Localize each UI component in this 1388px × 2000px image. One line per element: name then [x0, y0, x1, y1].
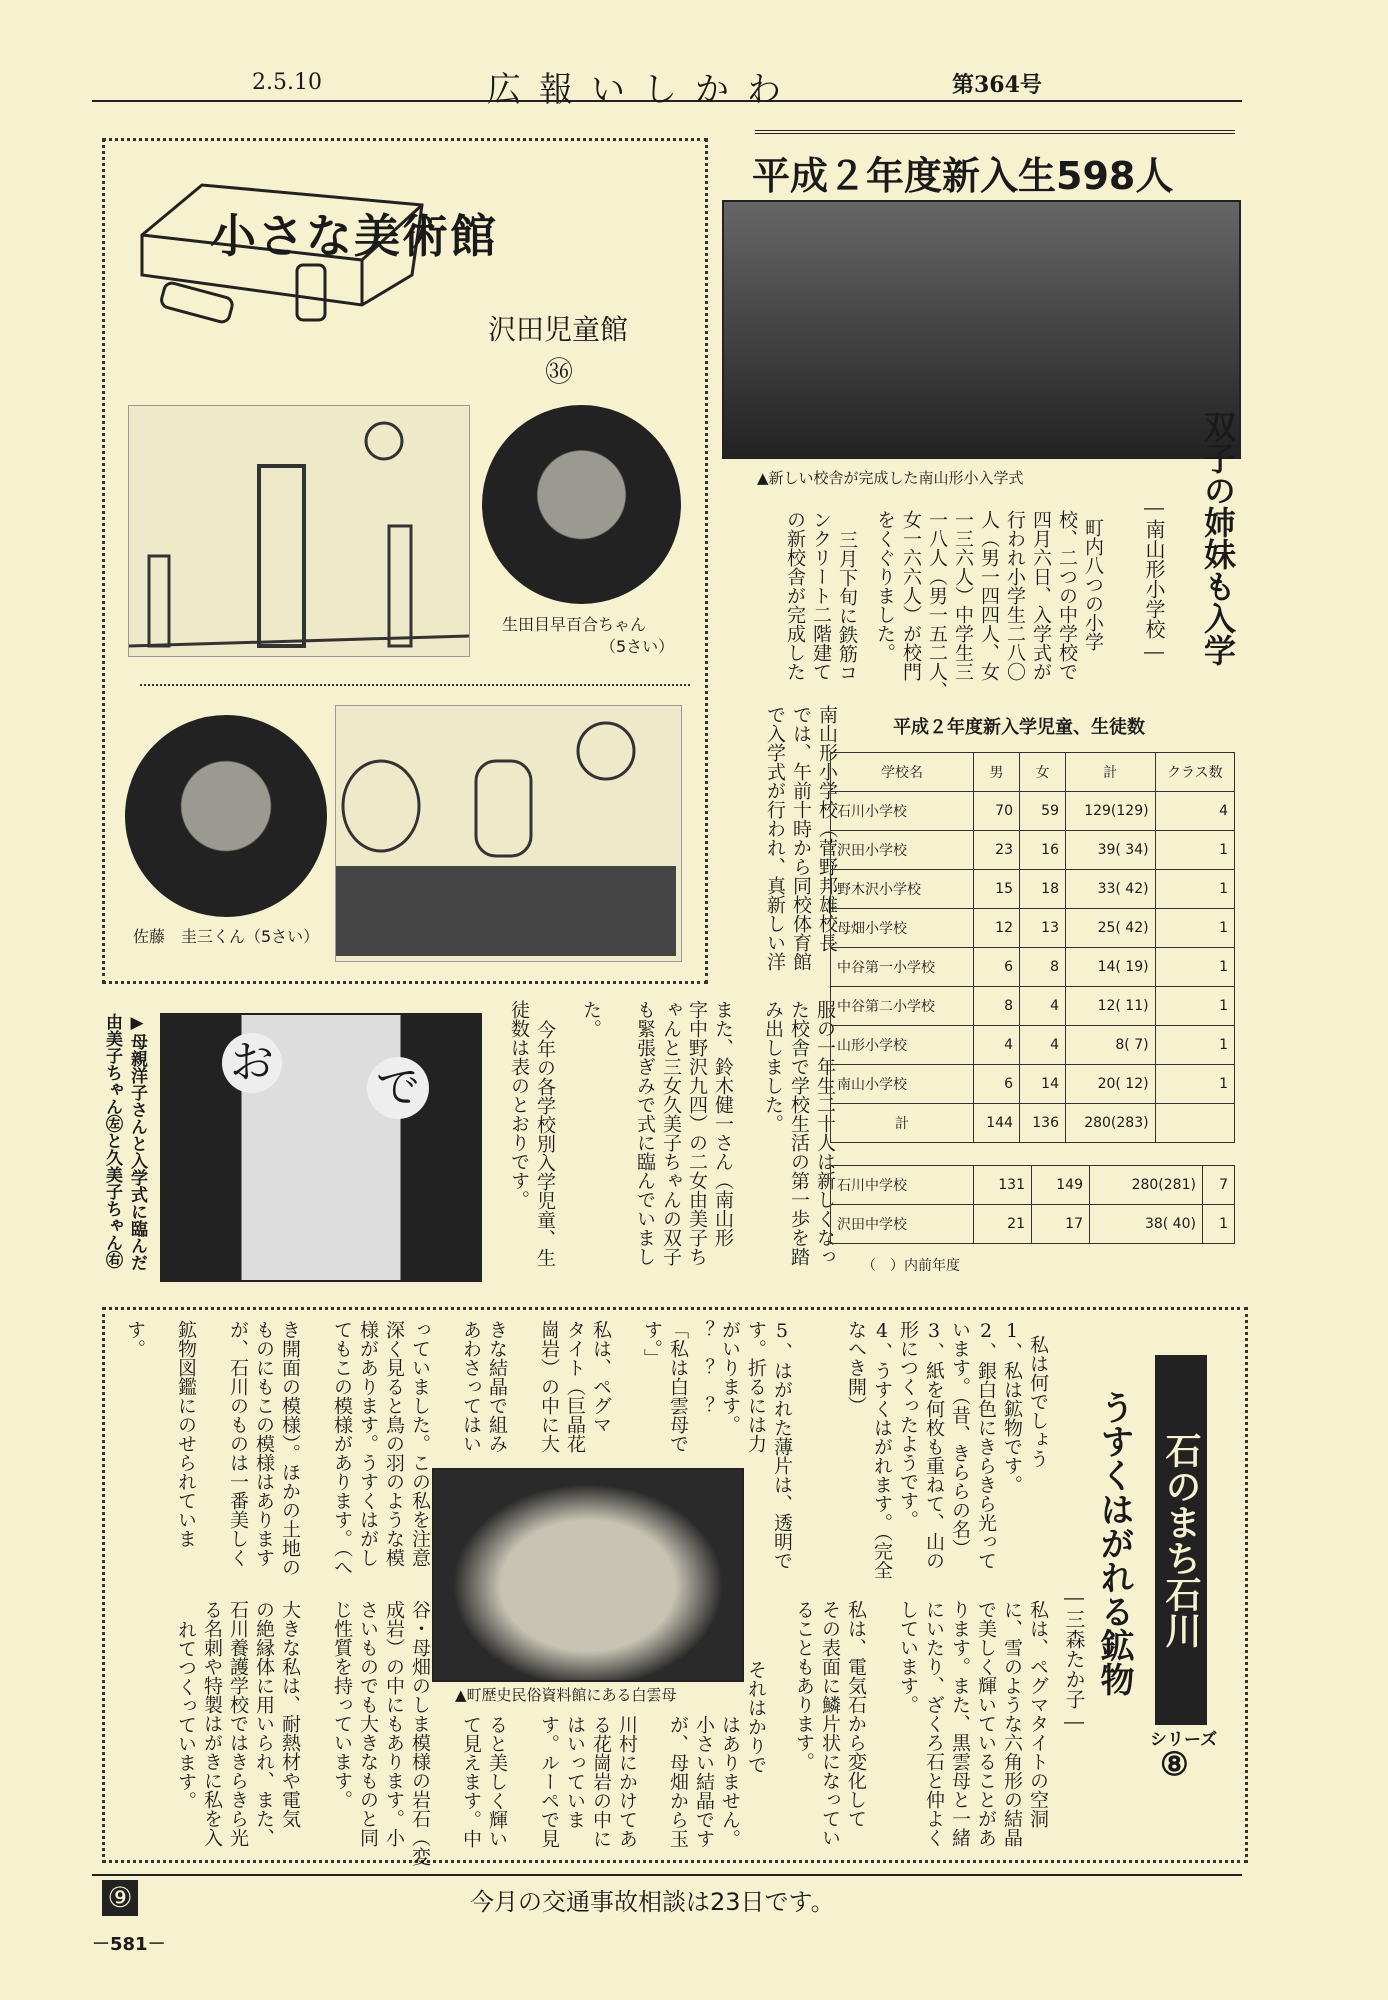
table-row: 南山小学校 6 14 20( 12) 1 [831, 1065, 1235, 1104]
article-col-12: の新校舎が完成した [784, 510, 806, 681]
mineral-col-17: 崗岩）の中に大 [538, 1320, 560, 1453]
series-number: ㊱ [545, 355, 574, 388]
series-label: シリーズ [1150, 1730, 1218, 1750]
article-col-4: 行われ小学生二八〇 [1004, 510, 1026, 681]
mineral-col-31: で美しく輝いていることがあ [975, 1600, 997, 1847]
table-row: 野木沢小学校 15 18 33( 42) 1 [831, 870, 1235, 909]
mineral-col-39: はありません。 [719, 1715, 741, 1848]
mineral-col-33: にいたり、ざくろ石と仲よく [923, 1600, 945, 1847]
col-header-male: 男 [974, 753, 1020, 792]
table-row: 沢田中学校 21 17 38( 40) 1 [831, 1205, 1235, 1244]
article-col-24: 今年の各学校別入学児童、生 [534, 1020, 556, 1267]
table-row: 石川中学校 131 149 280(281) 7 [831, 1166, 1235, 1205]
mineral-col-22: 様があります。うすくはがし [357, 1320, 379, 1567]
page-badge: ⑨ [102, 1880, 138, 1916]
mineral-col-46: ると美しく輝い [486, 1715, 508, 1848]
mineral-col-16: タイト（巨晶花 [564, 1320, 586, 1453]
main-headline: 平成２年度新入生598人 [752, 154, 1174, 198]
article-col-16: 服の一年生二十人は新しくなっ [814, 1000, 836, 1266]
mineral-col-52: 大きな私は、耐熱材や電気 [279, 1600, 301, 1828]
col-header-classes: クラス数 [1155, 753, 1234, 792]
mineral-col-34: しています。 [897, 1600, 919, 1714]
mineral-col-42: 川村にかけてあ [616, 1715, 638, 1848]
enrollment-table-junior [830, 1165, 1235, 1244]
mineral-title: うすくはがれる鉱物 [1094, 1390, 1134, 1696]
article-col-17: た校舎で学校生活の第一歩を踏 [788, 1000, 810, 1266]
table-row: 中谷第二小学校 8 4 12( 11) 1 [831, 987, 1235, 1026]
mineral-col-44: はいっていま [564, 1715, 586, 1829]
mineral-col-36: その表面に鱗片状になってい [819, 1600, 841, 1847]
mineral-col-38: それはかりで [745, 1660, 767, 1774]
mineral-col-9: 5、はがれた薄片は、透明で [771, 1320, 793, 1570]
mineral-col-30: に、雪のような六角形の結晶 [1001, 1600, 1023, 1847]
series-tag: 石のまち石川 [1155, 1355, 1207, 1725]
col-header-school: 学校名 [831, 753, 974, 792]
mineral-col-24: き開面の模様）。ほかの土地の [279, 1320, 301, 1577]
mineral-col-47: て見えます。中 [460, 1715, 482, 1848]
child-drawing-trees [128, 405, 470, 657]
mineral-col-53: の絶縁体に用いられ、また、 [253, 1600, 275, 1847]
mineral-col-8: なへき開） [845, 1320, 867, 1415]
page-number: －581－ [92, 1934, 166, 1955]
venue-name: 沢田児童館 [488, 313, 629, 346]
art-gallery-title: 小さな美術館 [210, 209, 498, 263]
article-col-1: 町内八つの小学 [1082, 518, 1104, 651]
table-header-row [831, 753, 1235, 792]
article-col-6: 一三六人）中学生三 [952, 510, 974, 681]
article-col-3: 四月六日、入学式が [1030, 510, 1052, 681]
mica-photo-caption: ▲町歴史民俗資料館にある白雲母 [455, 1686, 677, 1704]
white-mica-photo [432, 1468, 744, 1682]
child2-name: 佐藤 圭三くん（5さい） [133, 927, 320, 946]
mineral-col-23: てもこの模様があります。（へ [331, 1320, 353, 1577]
page-header [92, 60, 1242, 110]
series-number-badge: ⑧ [1160, 1745, 1189, 1783]
mineral-col-18: きな結晶で組み [486, 1320, 508, 1453]
mineral-col-26: が、石川のものは一番美しく [227, 1320, 249, 1567]
mineral-col-11: がいります。 [719, 1320, 741, 1434]
paper-name: 広報いしかわ [487, 70, 799, 110]
mineral-col-40: 小さい結晶です [693, 1715, 715, 1848]
article-col-18: み出しました。 [762, 1000, 784, 1133]
mineral-col-48: 谷・母畑のしま模様の岩石（変 [409, 1600, 431, 1866]
mineral-col-35: 私は、電気石から変化して [845, 1600, 867, 1828]
article-col-21: ゃんと三女久美子ちゃんの双子 [660, 1000, 682, 1266]
article-col-5: 人（男一四四人、女 [978, 510, 1000, 681]
article-col-23: た。 [580, 1000, 602, 1038]
article-col-22: も緊張ぎみで式に臨んでいまし [634, 1000, 656, 1266]
article-col-14: では、午前十時から同校体育館 [790, 705, 812, 971]
mineral-col-14: す。」 [641, 1320, 663, 1368]
footer-rule [92, 1874, 1242, 1876]
issue-number: 第364号 [952, 72, 1042, 98]
mineral-col-56: れてつくっています。 [175, 1620, 197, 1810]
article-col-9: をくぐりました。 [874, 510, 896, 662]
twins-photo-caption: ▶母親洋子さんと入学式に臨んだ由美子ちゃん㊧と久美子ちゃん㊨ [102, 1013, 147, 1271]
photo-sign-1: お [222, 1033, 282, 1093]
headline-rule [755, 130, 1235, 134]
mineral-col-7: 4、うすくはがれます。（完全 [871, 1320, 893, 1580]
article-col-10: 三月下旬に鉄筋コ [836, 530, 858, 682]
article-col-11: ンクリート二階建て [810, 510, 832, 681]
article-col-7: 一八人（男一五二人、 [926, 510, 948, 700]
traffic-notice: 今月の交通事故相談は23日です。 [470, 1888, 835, 1916]
mineral-col-5: 3、紙を何枚も重ねて、山の [923, 1320, 945, 1570]
article-col-19: また、鈴木健一さん（南山形 [712, 1000, 734, 1247]
mineral-col-13: 「私は白雲母で [667, 1320, 689, 1453]
child1-name: 生田目早百合ちゃん [502, 615, 647, 634]
table-note: （ ）内前年度 [862, 1258, 960, 1274]
mineral-col-37: ることもあります。 [793, 1600, 815, 1771]
mineral-col-19: あわさってはい [460, 1320, 482, 1453]
col-header-female: 女 [1020, 753, 1066, 792]
table-row: 石川小学校 70 59 129(129) 4 [831, 792, 1235, 831]
art-gallery-divider [140, 684, 690, 686]
mineral-col-41: が、母畑から玉 [667, 1715, 689, 1848]
col-header-total: 計 [1066, 753, 1156, 792]
mineral-col-6: 形につくったようです。 [897, 1320, 919, 1529]
mineral-col-2: 1、私は鉱物です。 [1001, 1320, 1023, 1494]
child2-portrait [125, 715, 327, 917]
mineral-col-50: さいものでも大きなものと同 [357, 1600, 379, 1847]
mineral-col-29: 私は、ペグマタイトの空洞 [1027, 1600, 1049, 1828]
table-row: 母畑小学校 12 13 25( 42) 1 [831, 909, 1235, 948]
mineral-col-55: る名刺や特製はがきに私を入 [201, 1600, 223, 1847]
mineral-col-28: す。 [124, 1320, 146, 1358]
table-total-row: 計 144 136 280(283) [831, 1104, 1235, 1143]
entrance-ceremony-photo [722, 200, 1241, 459]
mineral-col-32: ります。また、黒雲母と一緒 [949, 1600, 971, 1847]
mineral-col-49: 成岩）の中にもあります。小 [383, 1600, 405, 1847]
mineral-col-51: じ性質を持っています。 [331, 1600, 353, 1809]
mineral-col-43: る花崗岩の中に [590, 1715, 612, 1848]
mineral-col-54: 石川養護学校ではきらきら光 [227, 1600, 249, 1847]
mineral-col-45: す。ルーペで見 [538, 1715, 560, 1848]
mineral-col-20: っていました。この私を注意 [409, 1320, 431, 1567]
table-row: 山形小学校 4 4 8( 7) 1 [831, 1026, 1235, 1065]
mineral-col-4: います。（昔、きららの名） [949, 1320, 971, 1558]
article-col-8: 女一六六人）が校門 [900, 510, 922, 681]
twins-subhead: 双子の姉妹も入学 [1199, 410, 1237, 666]
mineral-col-1: 私は何でしょう [1027, 1335, 1049, 1468]
entrance-photo-caption: ▲新しい校舎が完成した南山形小入学式 [757, 469, 1024, 487]
mineral-col-25: ものにもこの模様はあります [253, 1320, 275, 1567]
mineral-col-15: 私は、ペグマ [590, 1320, 612, 1434]
article-col-13: 南山形小学校（菅野邦雄校長 [816, 705, 838, 952]
child1-portrait [482, 405, 681, 604]
mineral-col-12: ？ ？ ？ [693, 1320, 715, 1415]
article-col-20: 字中野沢九四）の二女由美子ち [686, 1000, 708, 1266]
issue-date: 2.5.10 [252, 70, 322, 95]
table-row: 中谷第一小学校 6 8 14( 19) 1 [831, 948, 1235, 987]
child1-age: （5さい） [600, 637, 675, 656]
article-col-2: 校、二つの中学校で [1056, 510, 1078, 681]
table-row: 沢田小学校 23 16 39( 34) 1 [831, 831, 1235, 870]
table-title: 平成２年度新入学児童、生徒数 [893, 717, 1145, 738]
mineral-col-27: 鉱物図鑑にのせられていま [175, 1320, 197, 1548]
twins-photo [160, 1013, 482, 1282]
article-col-15: で入学式が行われ、真新しい洋 [764, 705, 786, 971]
article-col-25: 徒数は表のとおりです。 [508, 1000, 530, 1209]
twins-subhead-dept: ―南山形小学校― [1142, 495, 1166, 663]
mineral-col-21: 深く見ると鳥の羽のような模 [383, 1320, 405, 1567]
mineral-author: ―三森たか子― [1062, 1585, 1086, 1733]
enrollment-table-elementary [830, 752, 1235, 1143]
mineral-col-3: 2、銀白色にきらきら光って [975, 1320, 997, 1570]
mineral-col-10: す。折るには力 [745, 1320, 767, 1453]
photo-sign-2: で [367, 1057, 429, 1119]
child-drawing-sun [335, 705, 682, 962]
